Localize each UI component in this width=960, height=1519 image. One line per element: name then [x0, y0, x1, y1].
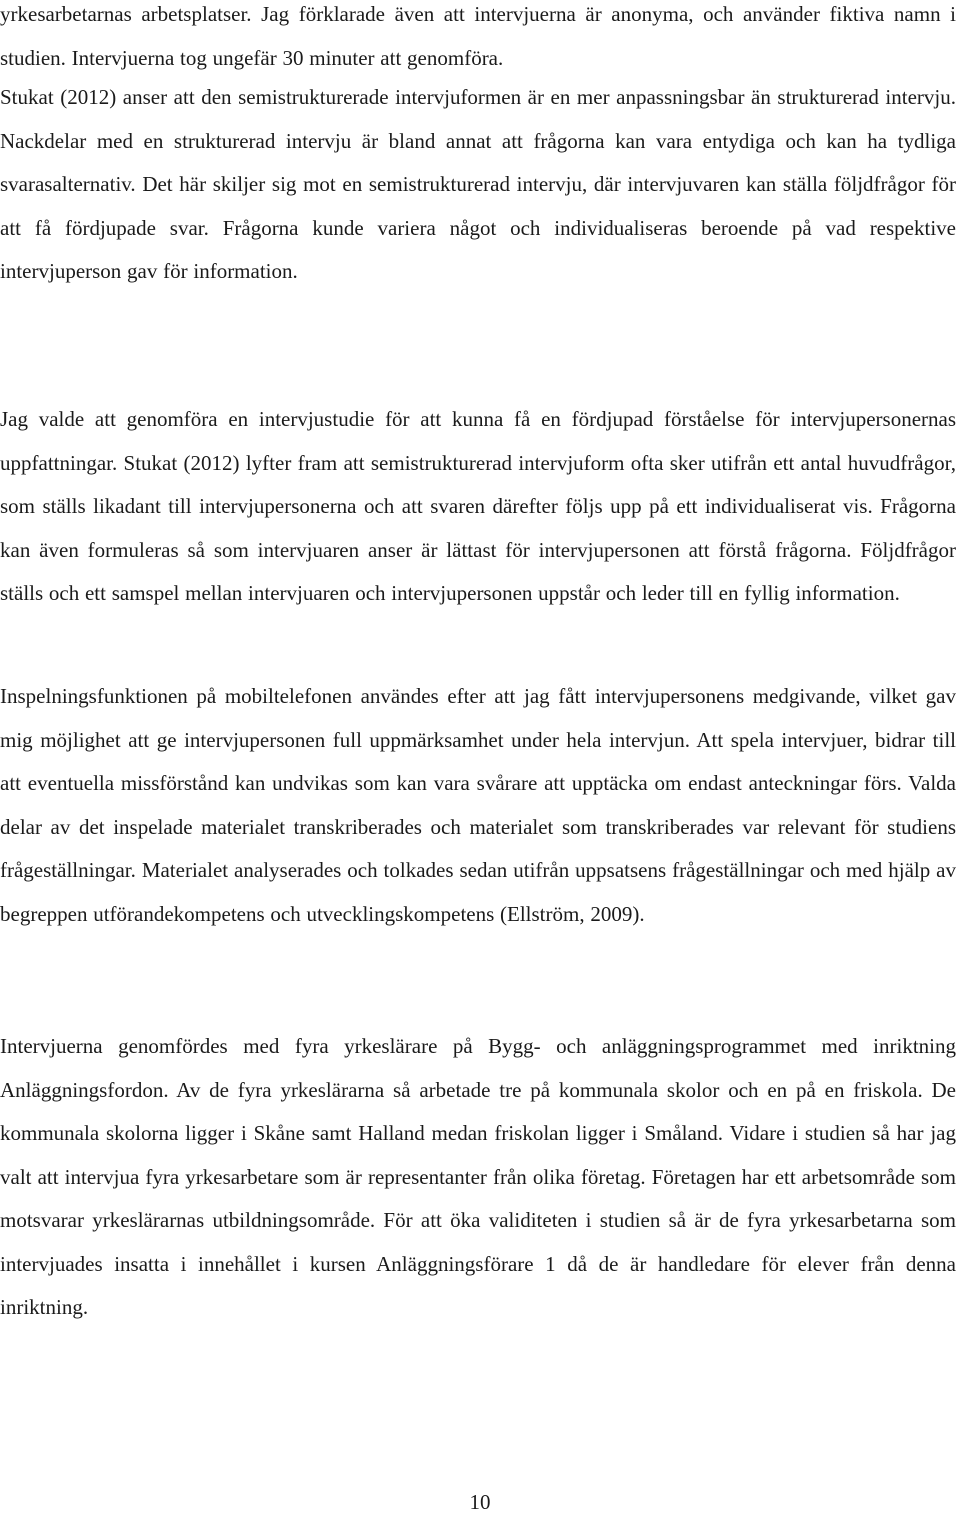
- paragraph-interview-study-choice: Jag valde att genomföra en intervjustudie för att kunna få en fördjupad förståelse för intervjupersonernas uppfattningar. Stukat (2012) lyfter fram att semistrukturerad intervjuform ofta sker utifrån ett antal huvudfrågor, som ställs likadant till intervjupersonerna och att svaren därefter följs upp på ett individualiserat vis. Frågorna kan även formuleras så som intervjuaren anser är lättast för intervjupersonen att förstå frågorna. Följdfrågor ställs och ett samspel mellan intervjuaren och intervjupersonen uppstår och leder till en fyllig information.: [0, 407, 956, 605]
- paragraph-participants: Intervjuerna genomfördes med fyra yrkeslärare på Bygg- och anläggningsprogrammet med inriktning Anläggningsfordon. Av de fyra yrkeslärarna så arbetade tre på kommunala skolor och en på en friskola. De kommunala skolorna ligger i Skåne samt Halland medan friskolan ligger i Småland. Vidare i studien så har jag valt att intervjua fyra yrkesarbetare som är representanter från olika företag. Företagen har ett arbetsområde som motsvarar yrkeslärarnas utbildningsområde. För att öka validiteten i studien så är de fyra yrkesarbetarna som intervjuades insatta i innehållet i kursen Anläggningsförare 1 då de är handledare för elever från denna inriktning.: [0, 1034, 956, 1319]
- paragraph-interview-procedure: yrkesarbetarnas arbetsplatser. Jag förklarade även att intervjuerna är anonyma, och använder fiktiva namn i studien. Intervjuerna tog ungefär 30 minuter att genomföra.: [0, 2, 956, 70]
- paragraph-semistructured-interview: Stukat (2012) anser att den semistrukturerade intervjuformen är en mer anpassningsbar än strukturerad intervju. Nackdelar med en strukturerad intervju är bland annat att frågorna kan vara entydiga och kan ha tydliga svarasalternativ. Det här skiljer sig mot en semistrukturerad intervju, där intervjuvaren kan ställa följdfrågor för att få fördjupade svar. Frågorna kunde variera något och individualiseras beroende på vad respektive intervjuperson gav för information.: [0, 85, 956, 283]
- page-number: 10: [469, 1490, 491, 1514]
- paragraph-recording-analysis: Inspelningsfunktionen på mobiltelefonen användes efter att jag fått intervjupersonens medgivande, vilket gav mig möjlighet att ge intervjupersonen full uppmärksamhet under hela intervjun. Att spela intervjuer, bidrar till att eventuella missförstånd kan undvikas som kan vara svårare att upptäcka om endast anteckningar förs. Valda delar av det inspelade materialet transkriberades och materialet som transkriberades var relevant för studiens frågeställningar. Materialet analyserades och tolkades sedan utifrån uppsatsens frågeställningar och med hjälp av begreppen utförandekompetens och utvecklingskompetens (Ellström, 2009).: [0, 684, 956, 926]
